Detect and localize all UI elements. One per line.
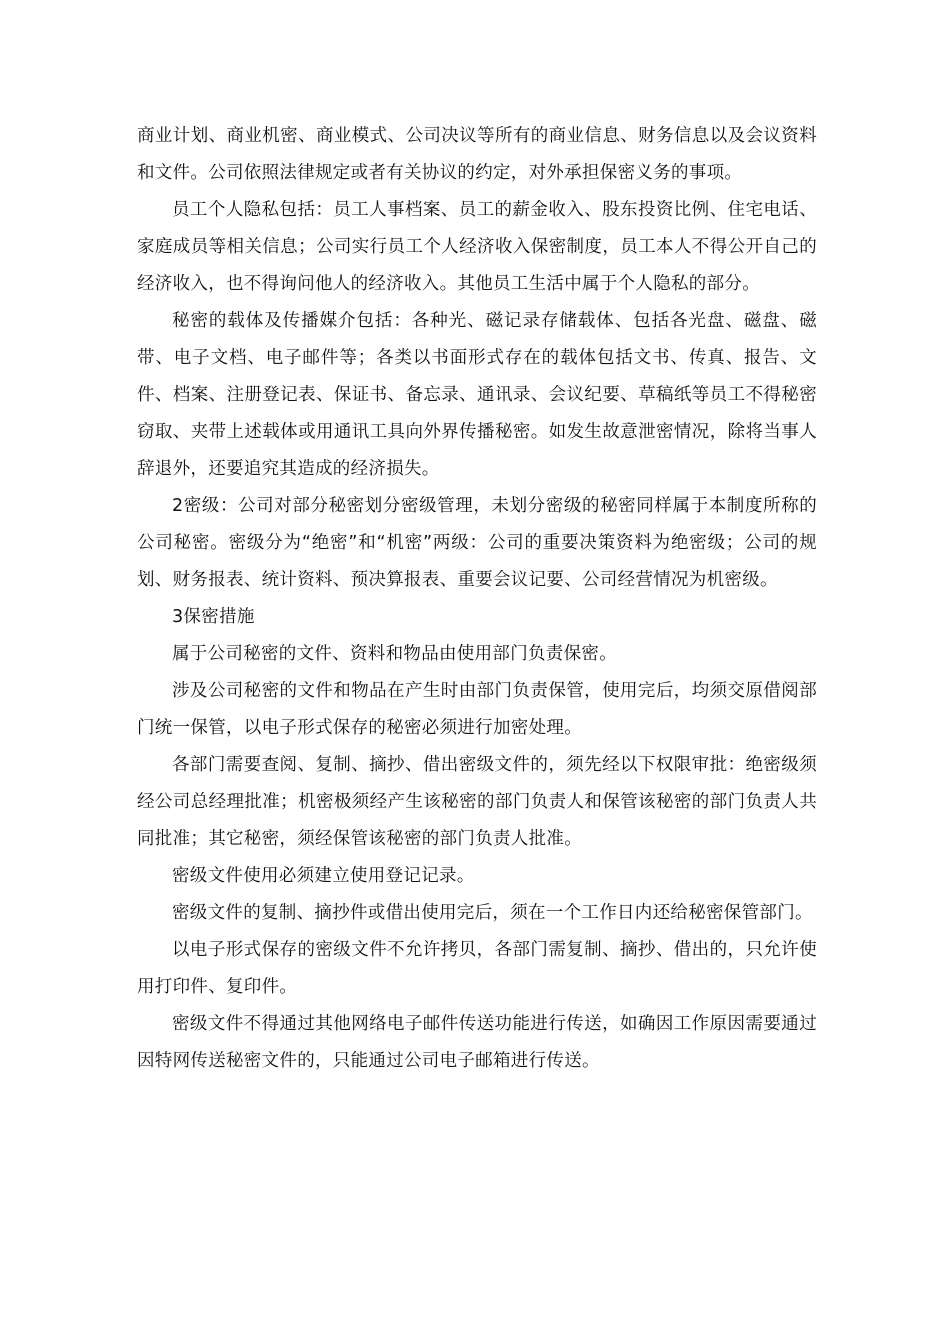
paragraph: 各部门需要查阅、复制、摘抄、借出密级文件的，须先经以下权限审批：绝密级须经公司总经理批准；机密极须经产生该秘密的部门负责人和保管该秘密的部门负责人共同批准；其它秘密，须经保管该秘密的部门负责人批准。 — [137, 755, 817, 849]
paragraph: 属于公司秘密的文件、资料和物品由使用部门负责保密。 — [172, 644, 617, 664]
paragraph: 以电子形式保存的密级文件不允许拷贝，各部门需复制、摘抄、借出的，只允许使用打印件、复印件。 — [137, 940, 817, 997]
paragraph: 密级文件不得通过其他网络电子邮件传送功能进行传送，如确因工作原因需要通过因特网传送秘密文件的，只能通过公司电子邮箱进行传送。 — [137, 1014, 817, 1071]
paragraph: 商业计划、商业机密、商业模式、公司决议等所有的商业信息、财务信息以及会议资料和文件。公司依照法律规定或者有关协议的约定，对外承担保密义务的事项。 — [137, 126, 817, 183]
section-heading: 3保密措施 — [172, 607, 255, 627]
paragraph: 密级文件使用必须建立使用登记记录。 — [172, 866, 475, 886]
paragraph: 密级文件的复制、摘抄件或借出使用完后，须在一个工作日内还给秘密保管部门。 — [172, 903, 813, 923]
paragraph: 员工个人隐私包括：员工人事档案、员工的薪金收入、股东投资比例、住宅电话、家庭成员等相关信息；公司实行员工个人经济收入保密制度，员工本人不得公开自己的经济收入，也不得询问他人的经济收入。其他员工生活中属于个人隐私的部分。 — [137, 200, 817, 294]
paragraph: 2密级：公司对部分秘密划分密级管理，未划分密级的秘密同样属于本制度所称的公司秘密。密级分为“绝密”和“机密”两级：公司的重要决策资料为绝密级；公司的规划、财务报表、统计资料、预决算报表、重要会议记要、公司经营情况为机密级。 — [137, 496, 817, 590]
paragraph: 涉及公司秘密的文件和物品在产生时由部门负责保管，使用完后，均须交原借阅部门统一保管，以电子形式保存的秘密必须进行加密处理。 — [137, 681, 817, 738]
document-body — [137, 118, 817, 1080]
paragraph: 秘密的载体及传播媒介包括：各种光、磁记录存储载体、包括各光盘、磁盘、磁带、电子文档、电子邮件等；各类以书面形式存在的载体包括文书、传真、报告、文件、档案、注册登记表、保证书、备忘录、通讯录、会议纪要、草稿纸等员工不得秘密窃取、夹带上述载体或用通讯工具向外界传播秘密。如发生故意泄密情况，除将当事人辞退外，还要追究其造成的经济损失。 — [137, 311, 817, 479]
